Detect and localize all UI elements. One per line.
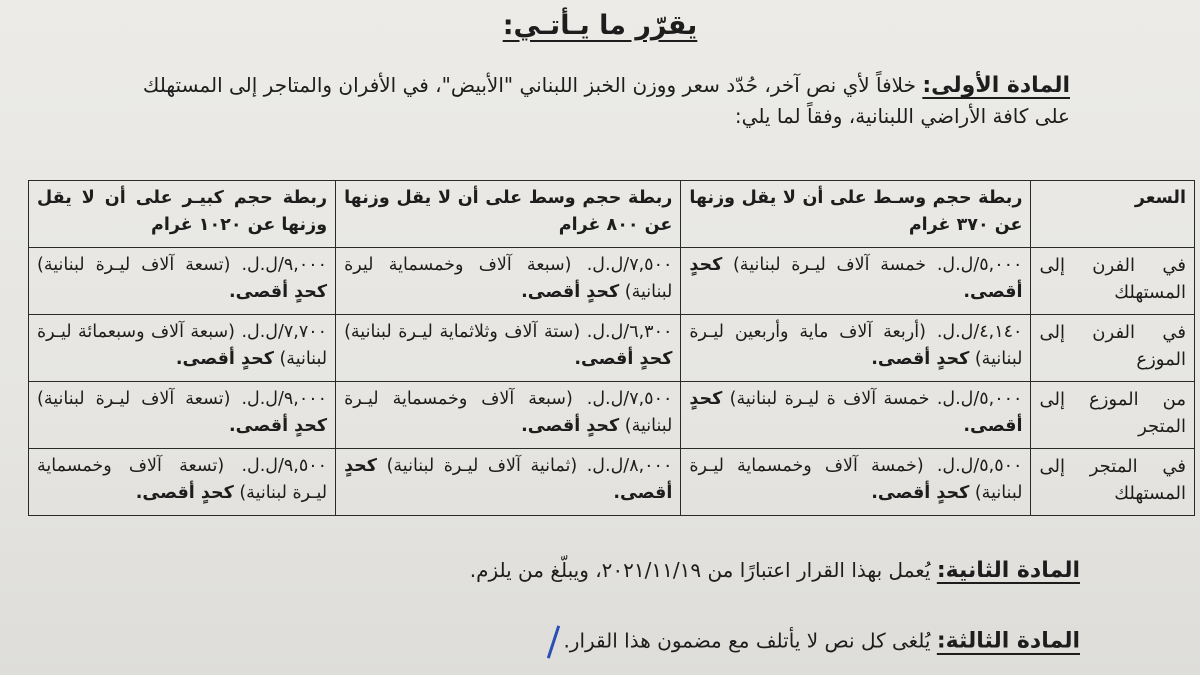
article-one (110, 70, 1070, 132)
price-cell (29, 382, 336, 449)
article-two (80, 555, 1080, 586)
table-row (29, 449, 1195, 516)
max-note: كحدٍ أقصى. (344, 456, 673, 503)
max-note: كحدٍ أقصى. (689, 389, 1023, 436)
price-text: ٩,٥٠٠/ل.ل. (تسعة آلاف وخمسماية ليـرة لبنانية) (37, 456, 328, 503)
article-two-label: المادة الثانية: (936, 558, 1080, 583)
price-text: ٥,٠٠٠/ل.ل. خمسة آلاف ليـرة لبنانية) (732, 255, 1023, 275)
max-note: كحدٍ أقصى. (871, 349, 970, 369)
table-row (29, 382, 1195, 449)
article-one-label: المادة الأولى: (922, 73, 1070, 98)
max-note: كحدٍ أقصى. (521, 282, 620, 302)
header-medium-800g: ربطة حجم وسط على أن لا يقل وزنها عن ٨٠٠ غرام (336, 181, 681, 248)
price-text: ٧,٥٠٠/ل.ل. (سبعة آلاف وخمسماية ليرة لبنانية) (344, 255, 673, 302)
price-cell (681, 382, 1031, 449)
price-text: ٩,٠٠٠/ل.ل. (تسعة آلاف ليـرة لبنانية) (37, 389, 328, 409)
max-note: كحدٍ أقصى. (689, 255, 1023, 302)
row-label: في الفرن إلى المستهلك (1031, 248, 1195, 315)
max-note: كحدٍ أقصى. (229, 282, 328, 302)
price-text: ٩,٠٠٠/ل.ل. (تسعة آلاف ليـرة لبنانية) (37, 255, 328, 275)
article-two-text: يُعمل بهذا القرار اعتبارًا من ٢٠٢١/١١/١٩، ويبلّغ من يلزم. (469, 558, 931, 582)
decree-heading: يقرّر ما يـأتـي: (502, 10, 698, 41)
price-cell (336, 382, 681, 449)
table-row (29, 315, 1195, 382)
header-large-1020g: ربطة حجم كبيـر على أن لا يقل وزنها عن ١٠٢٠ غرام (29, 181, 336, 248)
price-text: ٦,٣٠٠/ل.ل. (ستة آلاف وثلاثماية ليـرة لبنانية) (344, 322, 673, 342)
price-cell (681, 449, 1031, 516)
table-header-row (29, 181, 1195, 248)
max-note: كحدٍ أقصى. (175, 349, 274, 369)
row-label: في المتجر إلى المستهلك (1031, 449, 1195, 516)
price-cell (681, 248, 1031, 315)
price-text: ٥,٠٠٠/ل.ل. خمسة آلاف ة ليـرة لبنانية) (729, 389, 1023, 409)
price-cell (336, 449, 681, 516)
max-note: كحدٍ أقصى. (135, 483, 234, 503)
pen-mark-icon (547, 625, 560, 658)
header-price: السعر (1031, 181, 1195, 248)
article-one-text: خلافاً لأي نص آخر، حُدّد سعر ووزن الخبز اللبناني "الأبيض"، في الأفران والمتاجر إلى المستهلك على كافة الأراضي اللبنانية، وفقاً لما يلي: (142, 73, 1070, 128)
price-text: ٨,٠٠٠/ل.ل. (ثمانية آلاف ليـرة لبنانية) (386, 456, 673, 476)
price-text: ٧,٧٠٠/ل.ل. (سبعة آلاف وسبعمائة ليـرة لبنانية) (37, 322, 328, 369)
article-three-text: يُلغى كل نص لا يأتلف مع مضمون هذا القرار. (563, 628, 931, 653)
price-cell (29, 248, 336, 315)
price-text: ٤,١٤٠/ل.ل. (أربعة آلاف ماية وأربعين ليـرة لبنانية) (689, 322, 1023, 369)
price-text: ٧,٥٠٠/ل.ل. (سبعة آلاف وخمسماية ليـرة لبنانية) (344, 389, 673, 436)
max-note: كحدٍ أقصى. (871, 483, 970, 503)
price-cell (336, 315, 681, 382)
price-cell (29, 449, 336, 516)
max-note: كحدٍ أقصى. (574, 349, 673, 369)
bread-price-table (28, 180, 1195, 516)
price-text: ٥,٥٠٠/ل.ل. (خمسة آلاف وخمسماية ليـرة لبنانية) (689, 456, 1023, 503)
article-three (80, 625, 1080, 659)
max-note: كحدٍ أقصى. (521, 416, 620, 436)
header-medium-370g: ربطة حجم وسـط على أن لا يقل وزنها عن ٣٧٠ غرام (681, 181, 1031, 248)
price-cell (336, 248, 681, 315)
price-cell (29, 315, 336, 382)
row-label: من الموزع إلى المتجر (1031, 382, 1195, 449)
price-cell (681, 315, 1031, 382)
row-label: في الفرن إلى الموزع (1031, 315, 1195, 382)
max-note: كحدٍ أقصى. (229, 416, 328, 436)
article-three-label: المادة الثالثة: (936, 628, 1080, 654)
table-row (29, 248, 1195, 315)
